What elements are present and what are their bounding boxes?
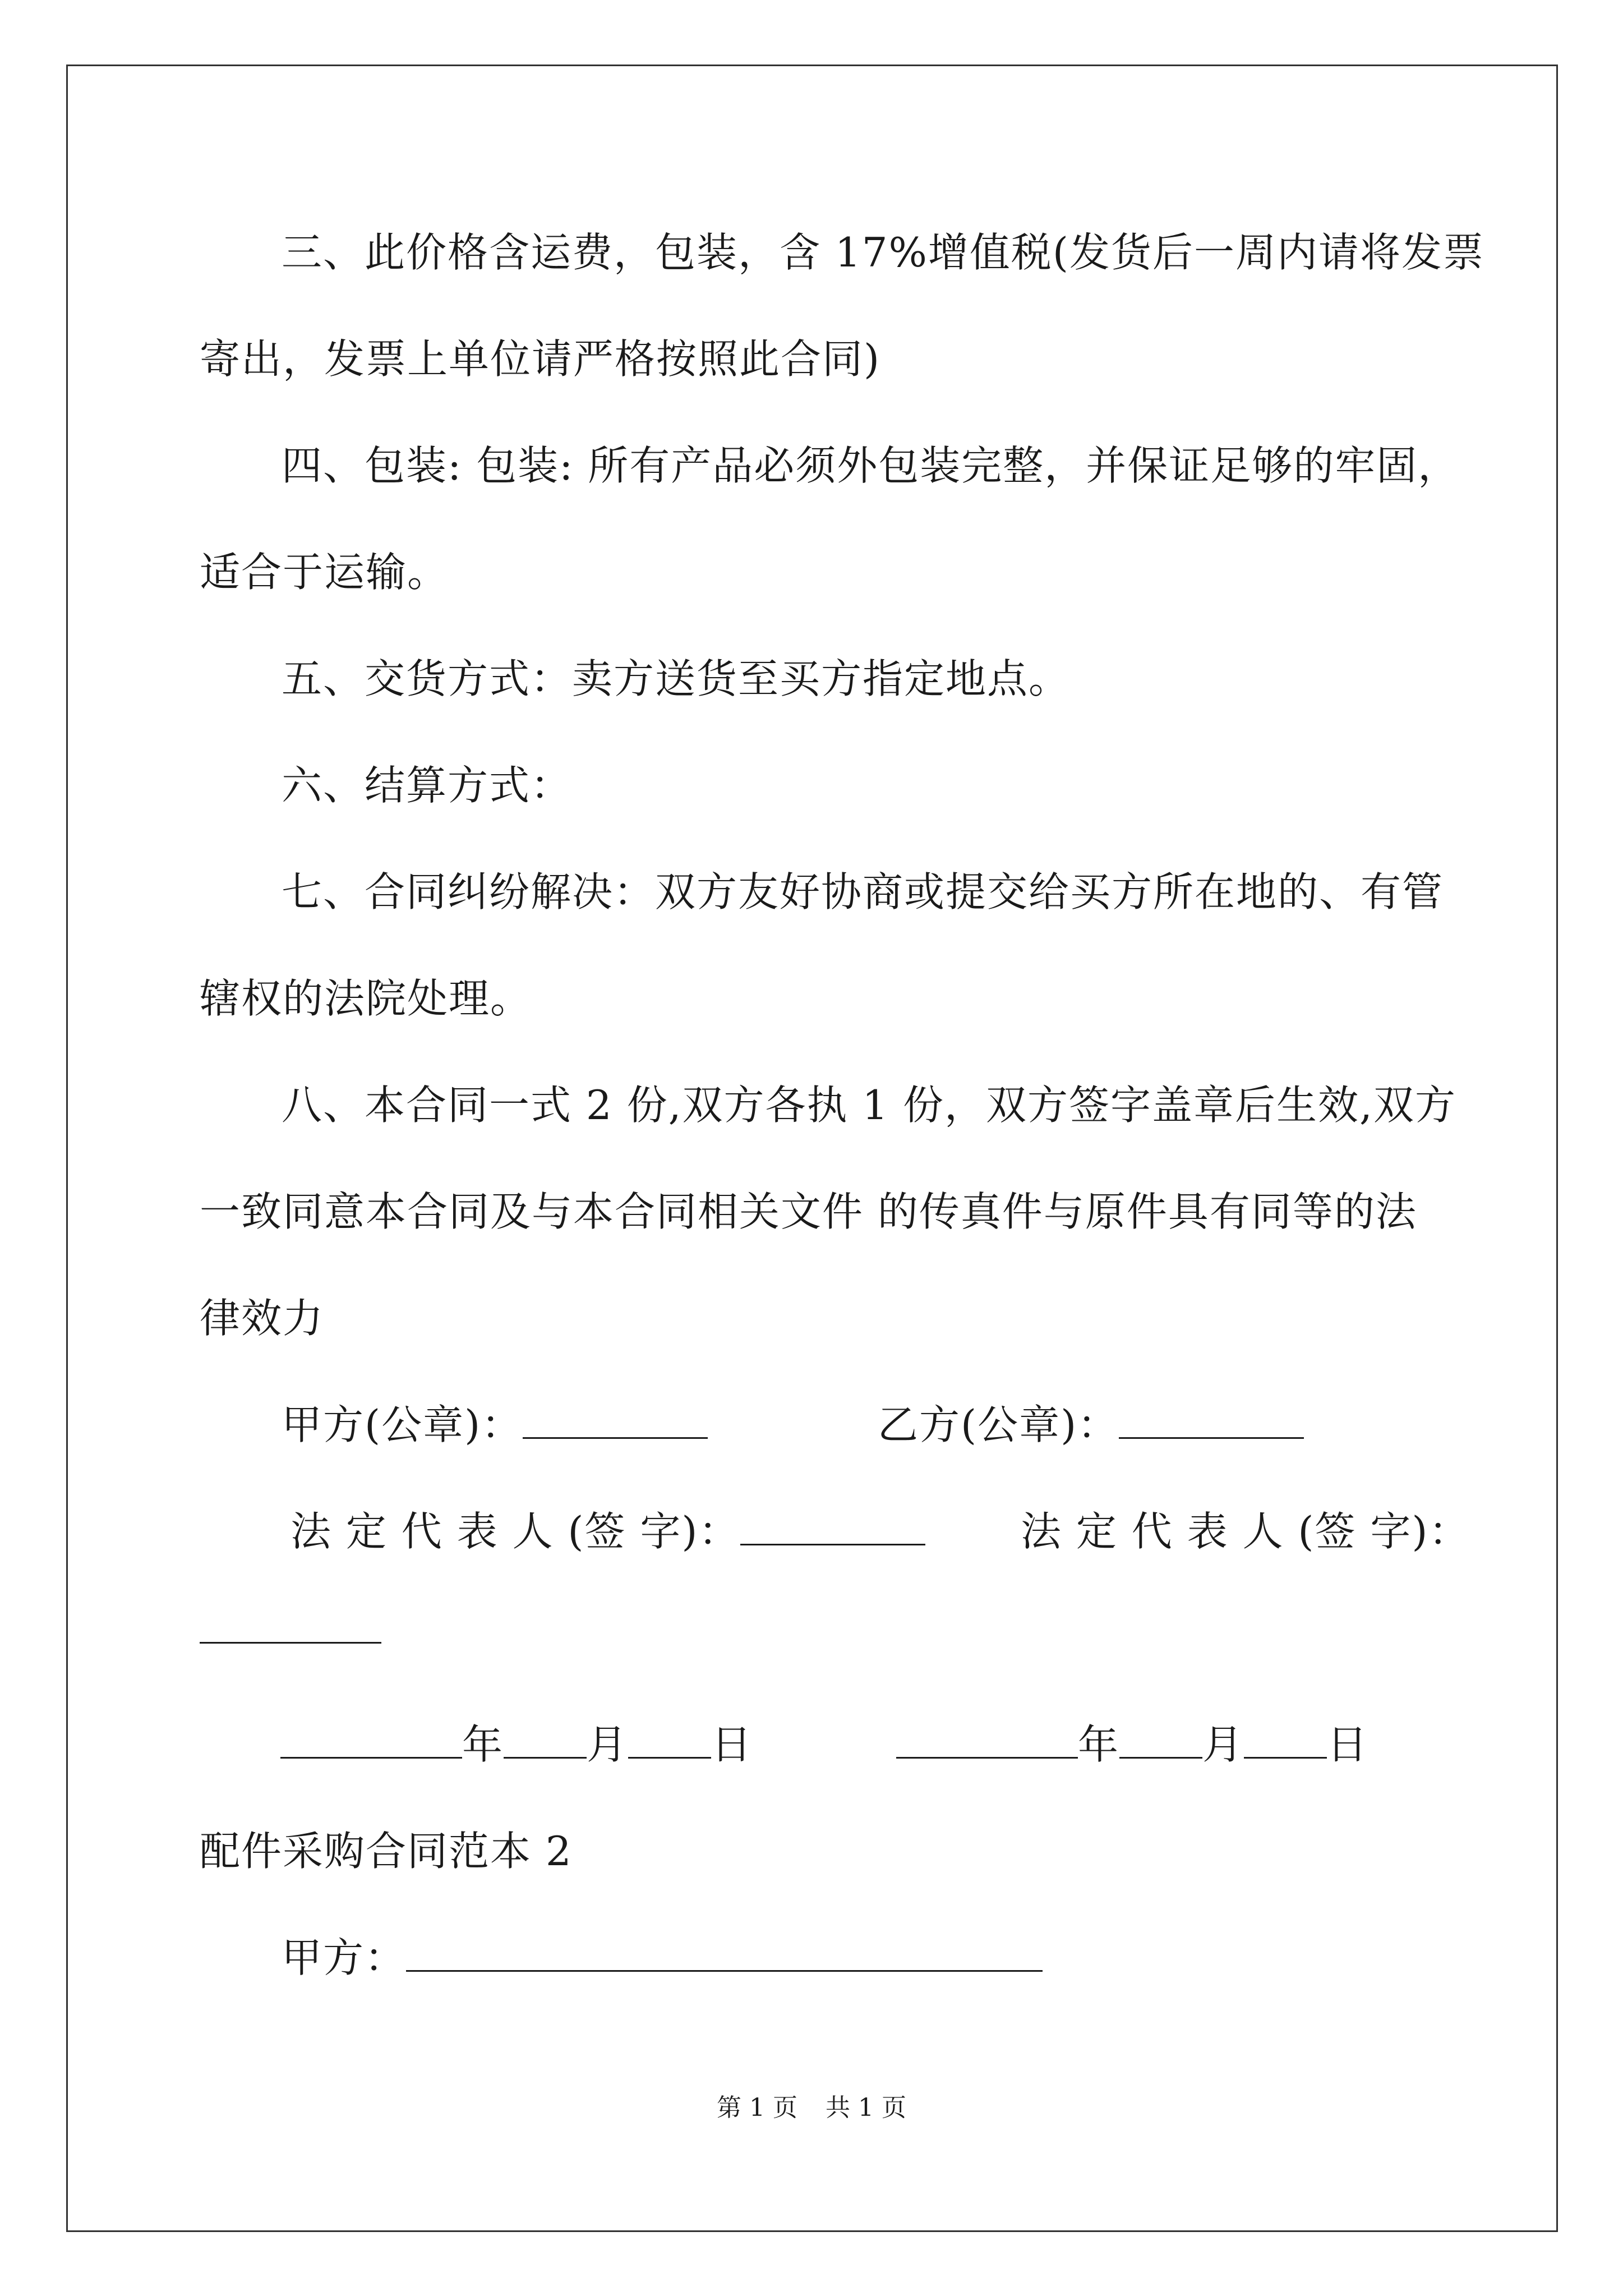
date-b-row xyxy=(896,1719,1368,1770)
party-a-seal-label: 甲方(公章)： xyxy=(282,1401,523,1448)
clause-8-line-1: 八、本合同一式 2 份,双方各执 1 份，双方签字盖章后生效,双方 xyxy=(282,1082,1456,1129)
rep-a-label: 法 定 代 表 人 (签 字)： xyxy=(291,1508,740,1555)
date-a-year-blank[interactable] xyxy=(280,1723,462,1759)
next-party-a-row xyxy=(282,1932,1043,1983)
rep-b-row xyxy=(1021,1506,1470,1557)
rep-a-row xyxy=(291,1506,925,1557)
clause-4-line-1: 四、包装: 包装: 所有产品必须外包装完整，并保证足够的牢固， xyxy=(282,442,1460,489)
party-b-seal-label: 乙方(公章)： xyxy=(878,1401,1119,1448)
clause-8-line-2: 一致同意本合同及与本合同相关文件 的传真件与原件具有同等的法 xyxy=(200,1188,1417,1235)
date-b-day-label: 日 xyxy=(1327,1721,1369,1768)
date-b-year-label: 年 xyxy=(1078,1721,1120,1768)
date-a-row xyxy=(280,1719,753,1770)
party-b-seal-row xyxy=(878,1400,1304,1450)
next-party-a-label: 甲方： xyxy=(282,1934,407,1981)
clause-7-line-2: 辖权的法院处理。 xyxy=(200,975,532,1022)
date-a-month-label: 月 xyxy=(587,1721,629,1768)
clause-7-line-1: 七、合同纠纷解决：双方友好协商或提交给买方所在地的、有管 xyxy=(282,868,1444,915)
clause-8-line-3: 律效力 xyxy=(200,1295,325,1342)
party-a-seal-blank[interactable] xyxy=(523,1404,708,1439)
date-a-year-label: 年 xyxy=(462,1721,504,1768)
next-section-title: 配件采购合同范本 2 xyxy=(200,1828,573,1875)
date-b-month-blank[interactable] xyxy=(1119,1723,1202,1759)
date-b-year-blank[interactable] xyxy=(896,1723,1078,1759)
page-footer xyxy=(0,2091,1623,2125)
clause-4-line-2: 适合于运输。 xyxy=(200,549,449,596)
rep-b-label: 法 定 代 表 人 (签 字)： xyxy=(1021,1508,1470,1555)
page-border xyxy=(66,65,1558,2232)
date-b-day-blank[interactable] xyxy=(1244,1723,1327,1759)
party-a-seal-row xyxy=(282,1400,708,1450)
clause-5: 五、交货方式：卖方送货至买方指定地点。 xyxy=(282,655,1071,702)
date-a-day-label: 日 xyxy=(711,1721,753,1768)
clause-6: 六、结算方式： xyxy=(282,762,573,809)
rep-b-blank-row xyxy=(200,1604,381,1655)
clause-3-line-1: 三、此价格含运费，包装，含 17%增值税(发货后一周内请将发票 xyxy=(282,229,1485,276)
date-a-day-blank[interactable] xyxy=(628,1723,711,1759)
date-a-month-blank[interactable] xyxy=(504,1723,587,1759)
next-party-a-blank[interactable] xyxy=(406,1936,1043,1972)
rep-b-blank[interactable] xyxy=(200,1608,381,1644)
date-b-month-label: 月 xyxy=(1202,1721,1244,1768)
clause-3-line-2: 寄出，发票上单位请严格按照此合同) xyxy=(200,335,881,383)
page-number: 第 1 页 xyxy=(717,2093,797,2122)
rep-a-blank[interactable] xyxy=(740,1510,925,1545)
party-b-seal-blank[interactable] xyxy=(1119,1404,1304,1439)
page-total: 共 1 页 xyxy=(826,2093,906,2122)
